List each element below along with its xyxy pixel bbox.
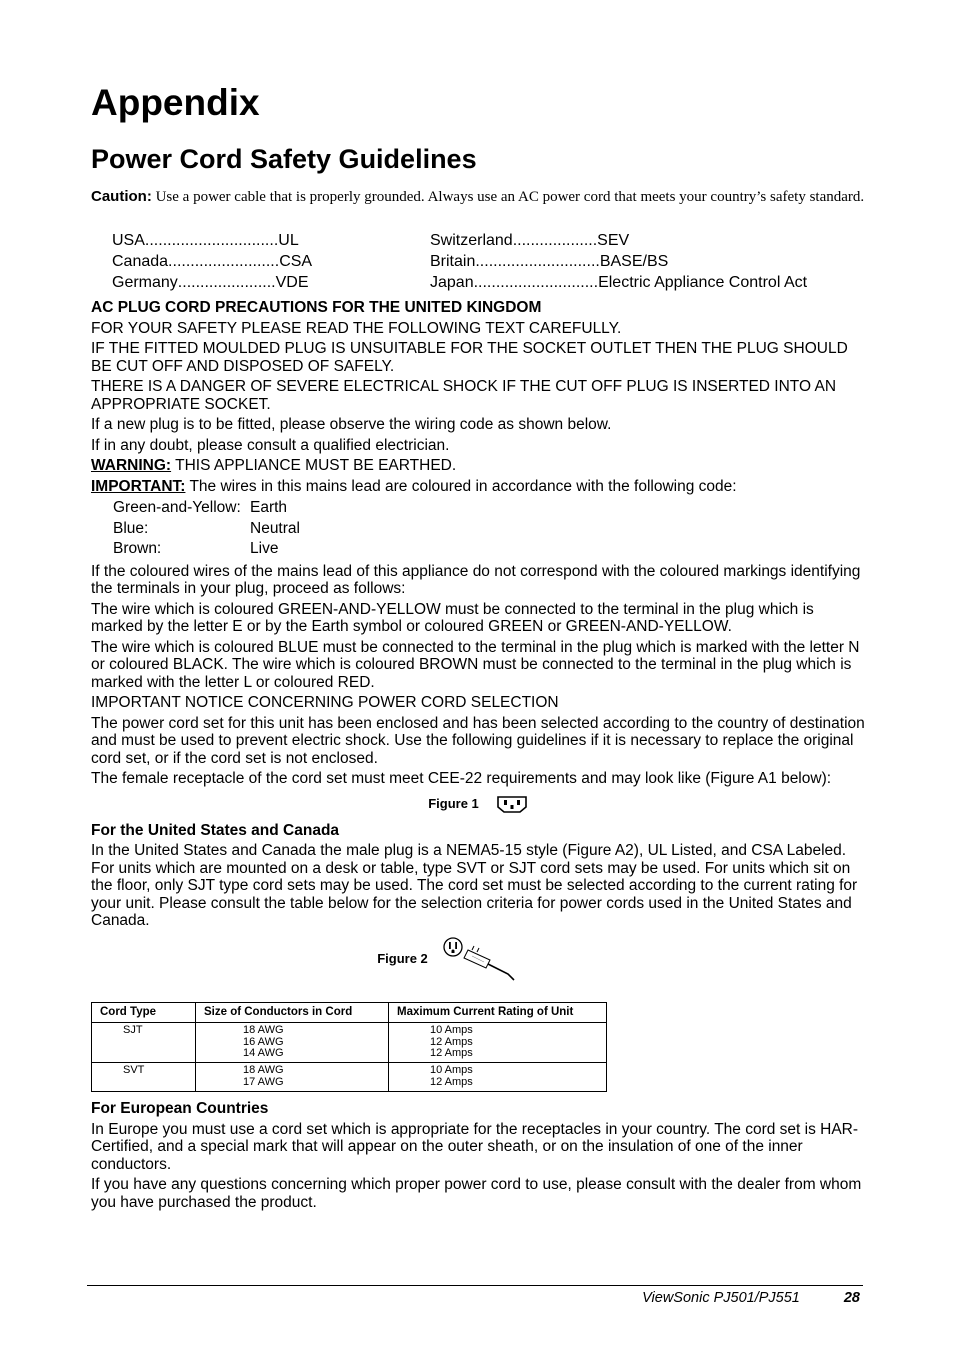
- footer-rule: [87, 1285, 863, 1286]
- important-paragraph: [91, 478, 866, 496]
- page-title: Appendix: [91, 82, 260, 123]
- column-header: Cord Type: [92, 1002, 196, 1023]
- caution-note: [91, 188, 866, 206]
- table-cell: 18 AWG 16 AWG 14 AWG: [196, 1023, 389, 1063]
- page-footer: [642, 1290, 860, 1306]
- page-content: [91, 80, 866, 1214]
- wire-item: Green-and-Yellow: Earth: [113, 499, 288, 516]
- paragraph: IF THE FITTED MOULDED PLUG IS UNSUITABLE FOR THE SOCKET OUTLET THEN THE PLUG SHOULD BE CUT OFF AND DISPOSED OF SAFELY.: [91, 340, 848, 375]
- eu-heading: For European Countries: [91, 1100, 269, 1117]
- paragraph: If you have any questions concerning which proper power cord to use, please consult with the dealer from whom you have purchased the product.: [91, 1176, 862, 1211]
- cord-table: [91, 1002, 607, 1093]
- table-cell: 18 AWG 17 AWG: [196, 1063, 389, 1092]
- footer-product: ViewSonic PJ501/PJ551: [642, 1290, 800, 1306]
- paragraph: If in any doubt, please consult a qualified electrician.: [91, 436, 450, 454]
- uk-heading: AC PLUG CORD PRECAUTIONS FOR THE UNITED KINGDOM: [91, 299, 542, 316]
- paragraph: FOR YOUR SAFETY PLEASE READ THE FOLLOWING TEXT CAREFULLY.: [91, 319, 622, 337]
- table-row: [92, 1063, 607, 1092]
- column-header: Size of Conductors in Cord: [196, 1002, 389, 1023]
- table-row: [92, 1023, 607, 1063]
- paragraph: In the United States and Canada the male plug is a NEMA5-15 style (Figure A2), UL Listed, and CSA Labeled. For units which are mounted on a desk or table, type SVT or SJT cord sets may be used. For units which sit on the floor, only SJT type cord sets may be used. The cord set must be selected according to the current rating for your unit. Please consult the table below for the selection criteria for power cords used in the United States and Canada.: [91, 842, 858, 929]
- figure-1: [91, 794, 866, 814]
- caution-label: Caution:: [91, 188, 152, 205]
- wire-code-list: [113, 498, 866, 560]
- paragraph: The wire which is coloured BLUE must be connected to the terminal in the plug which is marked with the letter N or coloured BLACK. The wire which is coloured BROWN must be connected to the terminal in the plug which is marked with the letter L or coloured RED.: [91, 638, 860, 691]
- warning-paragraph: [91, 457, 866, 475]
- column-header: Maximum Current Rating of Unit: [389, 1002, 607, 1023]
- standard-item: Britain ............................ BASE/BS: [430, 253, 669, 270]
- paragraph: THERE IS A DANGER OF SEVERE ELECTRICAL SHOCK IF THE CUT OFF PLUG IS INSERTED INTO AN APPROPRIATE SOCKET.: [91, 378, 837, 413]
- receptacle-icon: [495, 794, 529, 814]
- standard-item: Japan ............................ Electric Appliance Control Act: [430, 274, 808, 291]
- figure-1-label: Figure 1: [428, 796, 479, 811]
- paragraph: In Europe you must use a cord set which is appropriate for the receptacles in your country. The cord set is HAR-Certified, and a special mark that will appear on the outer sheath, or on the insulation of one of the inner conductors.: [91, 1120, 859, 1173]
- paragraph: The female receptacle of the cord set must meet CEE-22 requirements and may look like (Figure A1 below):: [91, 770, 832, 787]
- paragraph: IMPORTANT NOTICE CONCERNING POWER CORD SELECTION: [91, 694, 559, 711]
- standard-item: Switzerland ................... SEV: [430, 232, 630, 249]
- important-label: IMPORTANT:: [91, 477, 186, 495]
- wire-item: Blue: Neutral: [113, 519, 300, 537]
- paragraph: If the coloured wires of the mains lead of this appliance do not correspond with the coloured markings identifying the terminals in your plug, proceed as follows:: [91, 562, 861, 597]
- section-title: Power Cord Safety Guidelines: [91, 144, 477, 174]
- standards-list: [112, 230, 866, 293]
- standard-item: USA .............................. UL: [112, 232, 299, 249]
- page-number: 28: [843, 1290, 860, 1306]
- table-cell: SVT: [92, 1063, 196, 1092]
- figure-2: [31, 936, 866, 982]
- plug-icon: [442, 936, 520, 982]
- table-cell: 10 Amps 12 Amps: [389, 1063, 607, 1092]
- table-cell: 10 Amps 12 Amps 12 Amps: [389, 1023, 607, 1063]
- important-text: The wires in this mains lead are coloured in accordance with the following code:: [185, 477, 737, 495]
- paragraph: If a new plug is to be fitted, please observe the wiring code as shown below.: [91, 416, 612, 433]
- table-header-row: [92, 1002, 607, 1023]
- figure-2-label: Figure 2: [377, 951, 428, 966]
- table-cell: SJT: [92, 1023, 196, 1063]
- paragraph: The power cord set for this unit has been enclosed and has been selected according to the country of destination and must be used to prevent electric shock. Use the following guidelines if it is necessary to replace the original cord set, or if the cord set is not enclosed.: [91, 714, 865, 767]
- caution-text: Use a power cable that is properly grounded. Always use an AC power cord that meets your country’s safety standard.: [151, 189, 865, 205]
- standard-item: Canada ......................... CSA: [112, 253, 313, 270]
- warning-text: THIS APPLIANCE MUST BE EARTHED.: [171, 457, 457, 474]
- us-heading: For the United States and Canada: [91, 821, 340, 839]
- wire-item: Brown: Live: [113, 540, 279, 557]
- standard-item: Germany ...................... VDE: [112, 274, 309, 291]
- warning-label: WARNING:: [91, 457, 172, 474]
- paragraph: The wire which is coloured GREEN-AND-YELLOW must be connected to the terminal in the plug which is marked by the letter E or by the Earth symbol or coloured GREEN or GREEN-AND-YELLOW.: [91, 600, 814, 635]
